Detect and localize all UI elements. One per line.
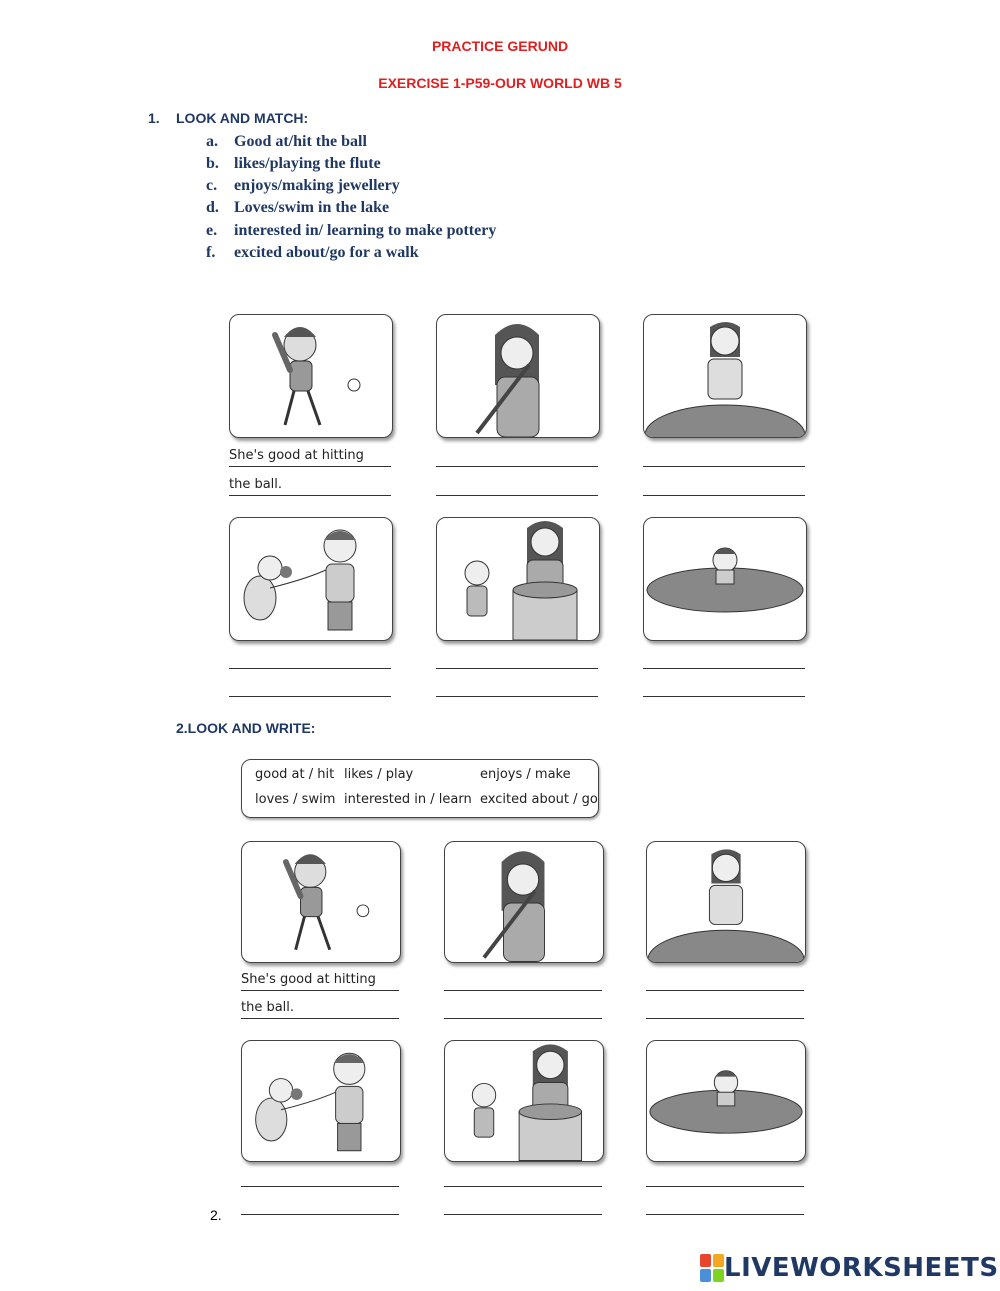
example-answer-line2: the ball.: [241, 1000, 295, 1015]
answer-line: [646, 1186, 804, 1187]
item-number: 2.: [210, 1207, 222, 1223]
brand-name: LIVEWORKSHEETS: [724, 1253, 999, 1283]
answer-line: [229, 495, 391, 496]
picture-boy-swimming: [646, 1040, 806, 1162]
section1-number: 1.: [148, 110, 160, 126]
option-letter: d.: [206, 199, 219, 216]
answer-line: [444, 1186, 602, 1187]
worksheet-subtitle: EXERCISE 1-P59-OUR WORLD WB 5: [378, 75, 622, 91]
example-answer-line1: She's good at hitting: [229, 448, 364, 463]
picture-boy-walking-dog: [241, 1040, 401, 1162]
option-letter: e.: [206, 222, 218, 239]
option-e: [206, 222, 496, 240]
answer-line: [241, 1214, 399, 1215]
option-text: interested in/ learning to make pottery: [234, 222, 497, 239]
answer-line: [643, 668, 805, 669]
option-letter: c.: [206, 177, 218, 194]
option-f: [206, 244, 419, 262]
option-letter: f.: [206, 244, 216, 261]
word-box-item: good at / hit: [255, 767, 335, 782]
word-box-item: loves / swim: [255, 792, 336, 807]
example-answer-line1: She's good at hitting: [241, 972, 376, 987]
answer-line: [241, 1186, 399, 1187]
option-text: excited about/go for a walk: [234, 244, 419, 261]
example-answer-line2: the ball.: [229, 477, 283, 492]
option-a: [206, 133, 367, 151]
answer-line: [241, 1018, 399, 1019]
word-box-item: excited about / go: [480, 792, 598, 807]
picture-girl-batting: [241, 841, 401, 963]
option-letter: a.: [206, 133, 218, 150]
picture-girl-pottery: [436, 517, 600, 641]
worksheet-title: PRACTICE GERUND: [431, 38, 569, 54]
answer-line: [229, 466, 391, 467]
option-text: likes/playing the flute: [234, 155, 381, 172]
answer-line: [229, 696, 391, 697]
answer-line: [444, 990, 602, 991]
answer-line: [643, 495, 805, 496]
option-letter: b.: [206, 155, 219, 172]
section1-heading: LOOK AND MATCH:: [176, 110, 309, 126]
answer-line: [229, 668, 391, 669]
brand-icon: [700, 1254, 724, 1282]
answer-line: [643, 696, 805, 697]
answer-line: [436, 696, 598, 697]
answer-line: [436, 668, 598, 669]
answer-line: [241, 990, 399, 991]
picture-girl-flute: [436, 314, 600, 438]
picture-girl-batting: [229, 314, 393, 438]
picture-boy-swimming: [643, 517, 807, 641]
answer-line: [646, 1018, 804, 1019]
picture-girl-pottery: [444, 1040, 604, 1162]
option-b: [206, 155, 381, 173]
picture-girl-jewellery: [646, 841, 806, 963]
answer-line: [646, 1214, 804, 1215]
option-text: Loves/swim in the lake: [234, 199, 390, 216]
word-box: [241, 759, 599, 818]
option-text: enjoys/making jewellery: [234, 177, 400, 194]
word-box-item: likes / play: [344, 767, 414, 782]
word-box-item: enjoys / make: [480, 767, 571, 782]
answer-line: [436, 466, 598, 467]
word-box-item: interested in / learn: [344, 792, 472, 807]
option-c: [206, 177, 400, 195]
liveworksheets-logo[interactable]: [700, 1253, 999, 1283]
picture-boy-walking-dog: [229, 517, 393, 641]
answer-line: [646, 990, 804, 991]
answer-line: [444, 1018, 602, 1019]
picture-girl-jewellery: [643, 314, 807, 438]
picture-girl-flute: [444, 841, 604, 963]
answer-line: [444, 1214, 602, 1215]
section2-heading: 2.LOOK AND WRITE:: [176, 720, 316, 736]
option-d: [206, 199, 389, 217]
answer-line: [643, 466, 805, 467]
option-text: Good at/hit the ball: [234, 133, 367, 150]
answer-line: [436, 495, 598, 496]
